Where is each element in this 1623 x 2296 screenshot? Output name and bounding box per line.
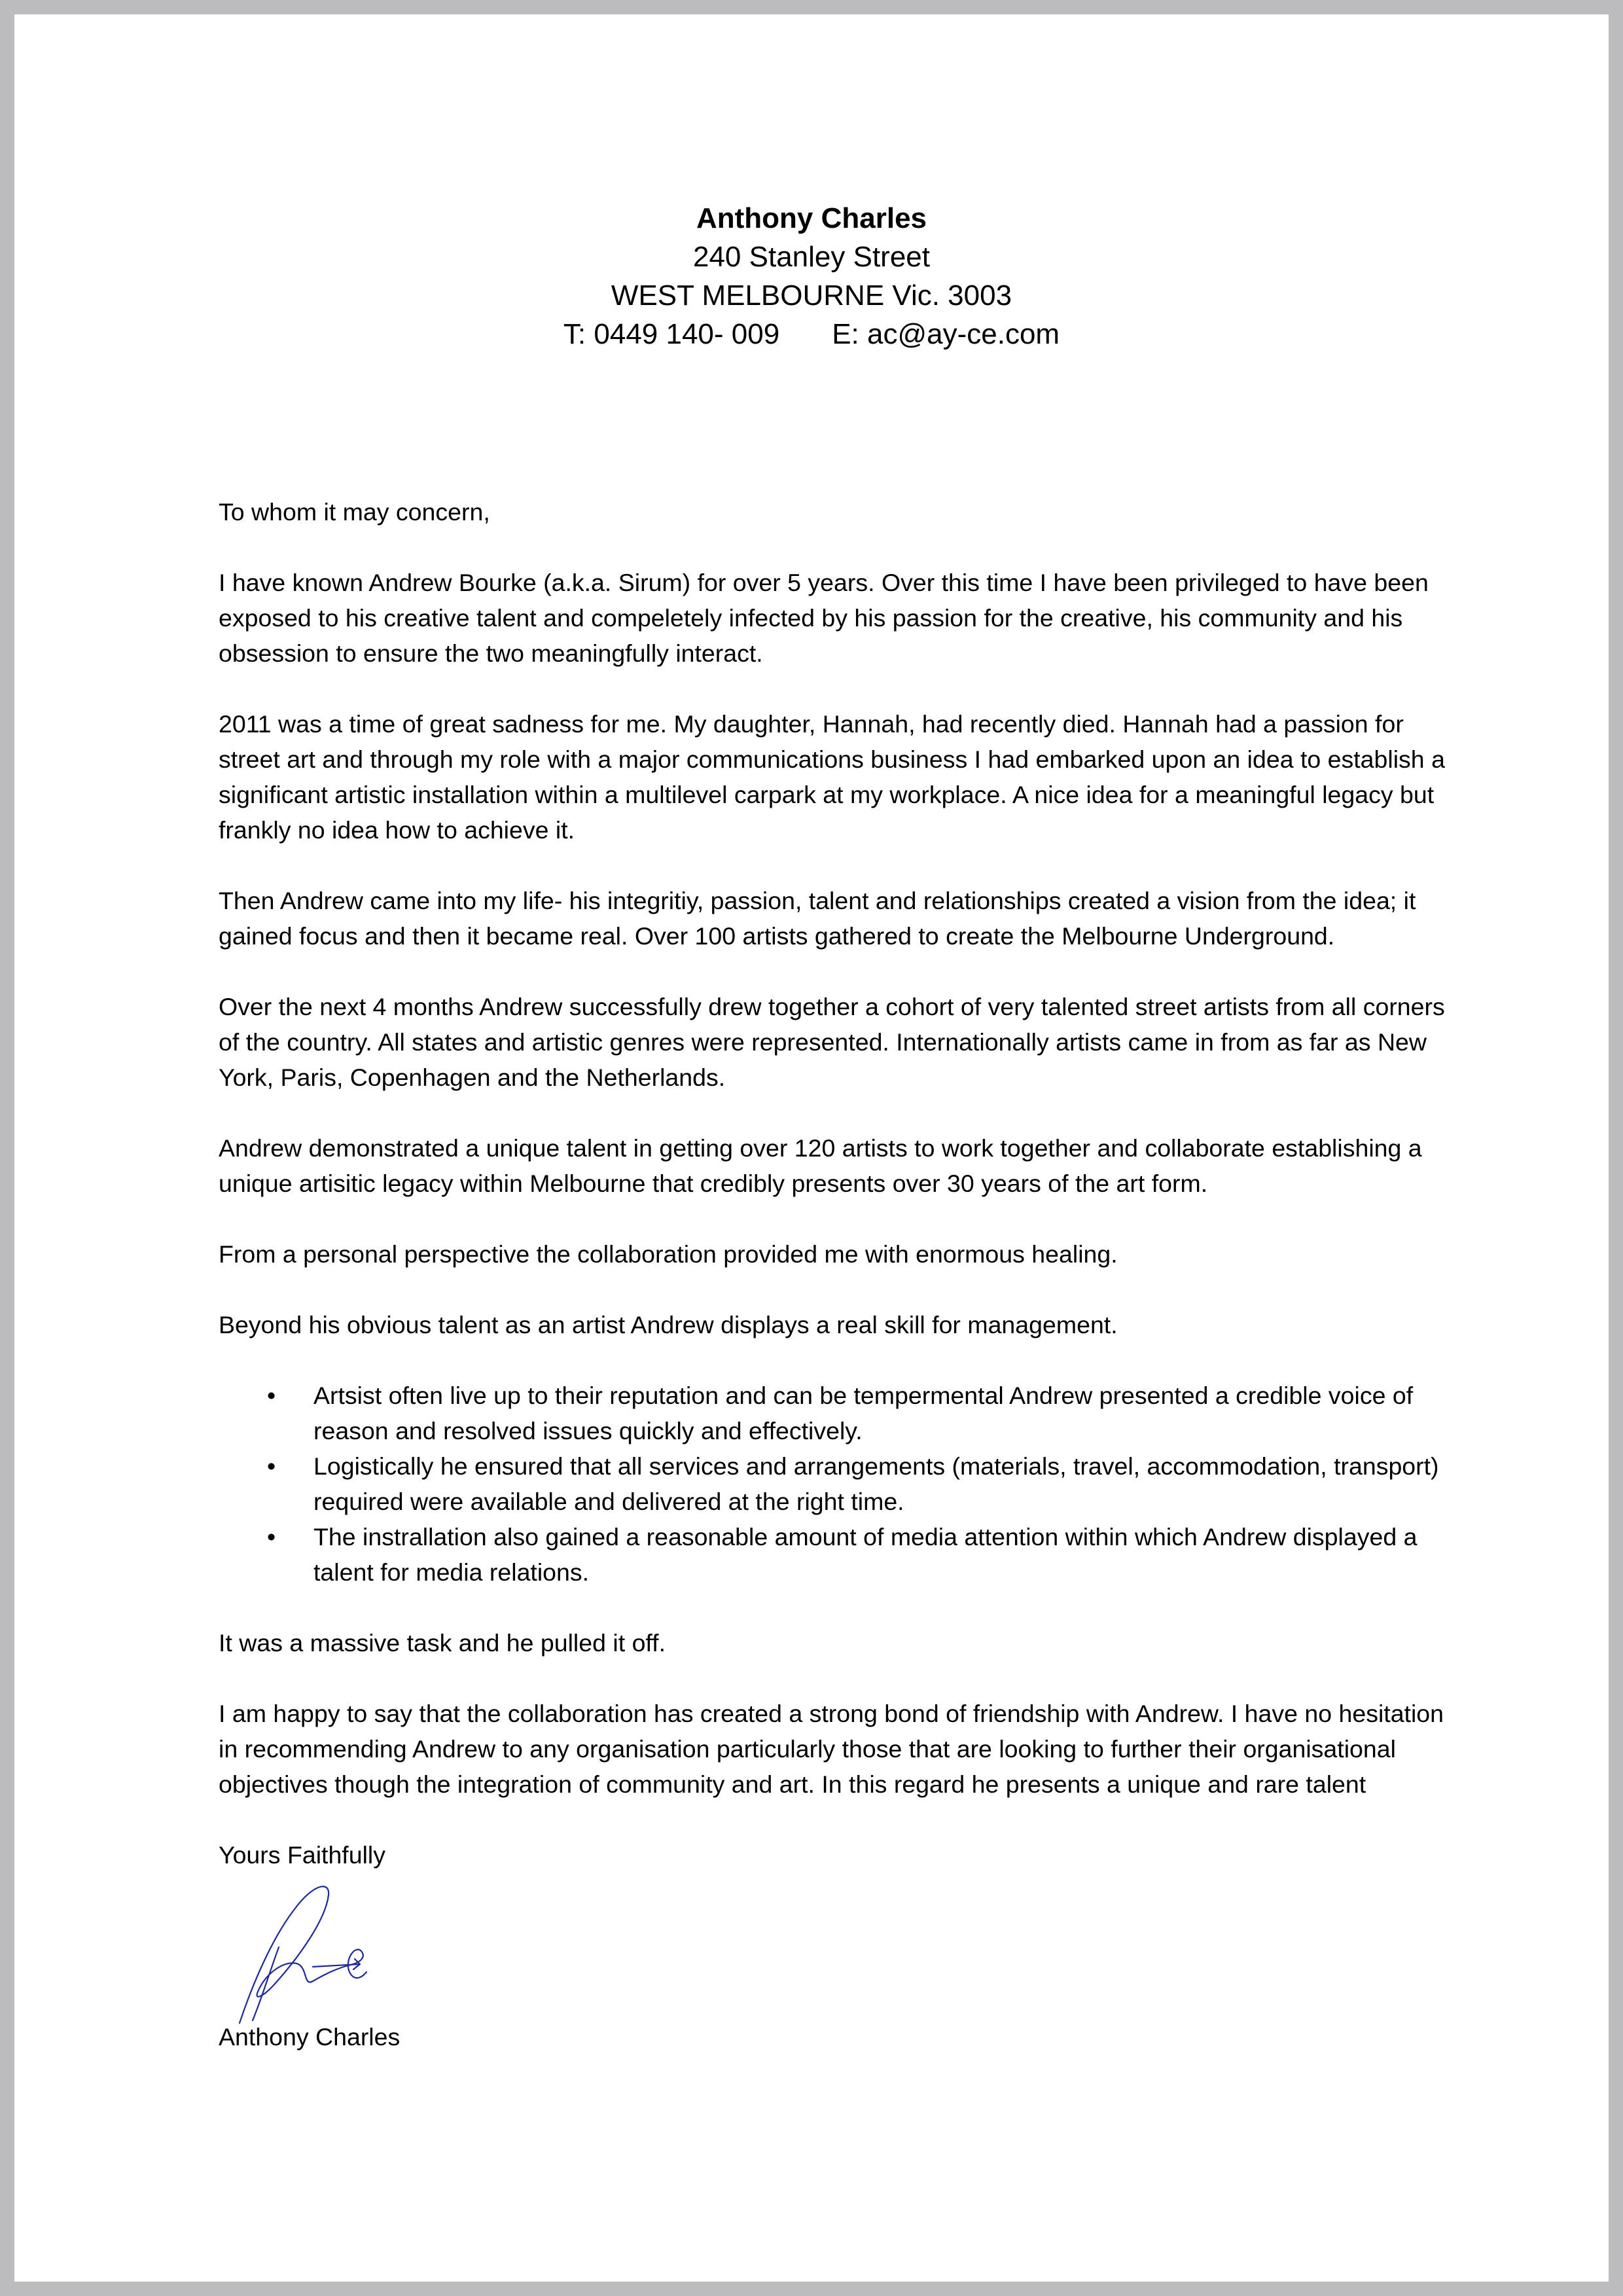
letter-body [219, 494, 1449, 2090]
sender-contact [14, 315, 1609, 353]
bullet-marker: • [267, 1452, 276, 1480]
sender-phone: T: 0449 140- 009 [563, 318, 780, 350]
paragraph: Over the next 4 months Andrew successfully drew together a cohort of very talented street artists from all corners of the country. All states and artistic genres were represented. Internationally artists came in from as far as New York, Paris, Copenhagen and the Netherlands. [219, 993, 1445, 1091]
sender-name: Anthony Charles [696, 202, 927, 234]
bullet-text: The instrallation also gained a reasonable amount of media attention within which Andrew displayed a talent for media relations. [313, 1523, 1418, 1586]
bullet-item [219, 1448, 1449, 1519]
letter-page [14, 14, 1609, 2282]
sender-email: E: ac@ay-ce.com [832, 318, 1060, 350]
bullet-marker: • [267, 1523, 276, 1551]
bullet-list [219, 1378, 1449, 1590]
paragraph: It was a massive task and he pulled it off. [219, 1629, 666, 1657]
closing: Yours Faithfully [219, 1841, 385, 1869]
paragraph: Then Andrew came into my life- his integritiy, passion, talent and relationships created a vision from the idea; it gained focus and then it became real. Over 100 artists gathered to create the Melbourne Underground. [219, 887, 1416, 950]
letterhead [14, 199, 1609, 353]
paragraph: From a personal perspective the collaboration provided me with enormous healing. [219, 1240, 1118, 1268]
bullet-item [219, 1378, 1449, 1448]
salutation: To whom it may concern, [219, 498, 490, 526]
bullet-marker: • [267, 1382, 276, 1409]
bullet-item [219, 1519, 1449, 1590]
signature-name: Anthony Charles [219, 2023, 401, 2051]
bullet-text: Logistically he ensured that all services and arrangements (materials, travel, accommodation, transport) required were available and delivered at the right time. [313, 1452, 1439, 1515]
signature-image [215, 1874, 463, 2031]
paragraph: Andrew demonstrated a unique talent in getting over 120 artists to work together and collaborate establishing a unique artisitic legacy within Melbourne that credibly presents over 30 years of the art form. [219, 1134, 1422, 1197]
sender-city: WEST MELBOURNE Vic. 3003 [611, 279, 1012, 312]
sender-street: 240 Stanley Street [692, 241, 930, 273]
paragraph: 2011 was a time of great sadness for me. My daughter, Hannah, had recently died. Hannah had a passion for street art and through my role with a major communications business I had embarked upon an idea to establish a significant artistic installation within a multilevel carpark at my workplace. A nice idea for a meaningful legacy but frankly no idea how to achieve it. [219, 710, 1445, 844]
bullet-text: Artsist often live up to their reputation and can be tempermental Andrew presented a credible voice of reason and resolved issues quickly and effectively. [313, 1382, 1414, 1444]
paragraph: I have known Andrew Bourke (a.k.a. Sirum) for over 5 years. Over this time I have been privileged to have been exposed to his creative talent and compeletely infected by his passion for the creative, his community and his obsession to ensure the two meaningfully interact. [219, 569, 1429, 667]
handwritten-signature [215, 1874, 463, 2031]
paragraph: I am happy to say that the collaboration has created a strong bond of friendship with Andrew. I have no hesitation in recommending Andrew to any organisation particularly those that are looking to further their organisational objectives though the integration of community and art. In this regard he presents a unique and rare talent [219, 1700, 1444, 1798]
paragraph: Beyond his obvious talent as an artist Andrew displays a real skill for management. [219, 1311, 1118, 1338]
